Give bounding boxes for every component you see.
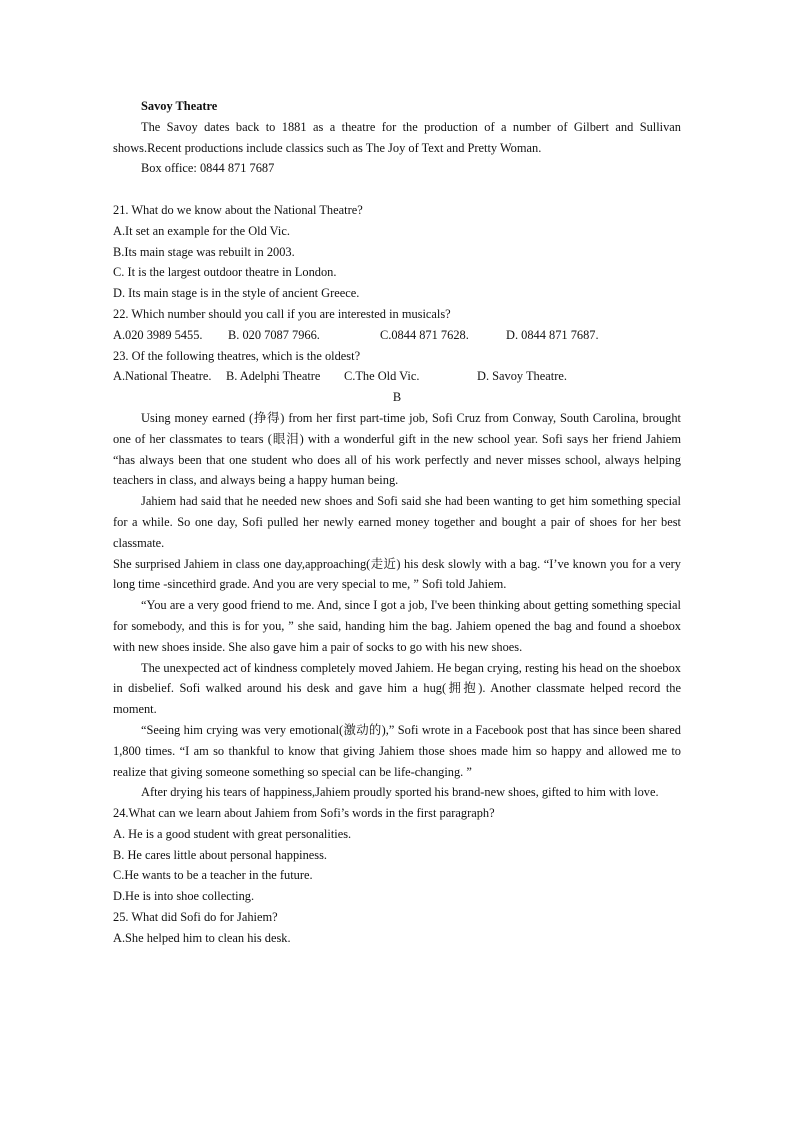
q22-option-c: C.0844 871 7628. bbox=[380, 327, 469, 342]
question-25: 25. What did Sofi do for Jahiem? bbox=[113, 910, 278, 925]
passage-paragraph-2: Jahiem had said that he needed new shoes and Sofi said she had been wanting to get him something special for a while. So one day, Sofi pulled her newly earned money together and bought a pair of shoes for her best classmate. bbox=[113, 494, 681, 550]
q23-option-b: B. Adelphi Theatre bbox=[226, 369, 321, 384]
document-page bbox=[113, 96, 681, 949]
q23-option-c: C.The Old Vic. bbox=[344, 369, 420, 384]
q21-option-d: D. Its main stage is in the style of ancient Greece. bbox=[113, 286, 360, 301]
q22-options bbox=[113, 325, 681, 346]
question-21: 21. What do we know about the National Theatre? bbox=[113, 202, 363, 217]
passage-paragraph-3: She surprised Jahiem in class one day,approaching(走近) his desk slowly with a bag. “I’ve known you for a very long time -sincethird grade. And you are very special to me, ” Sofi told Jahiem. bbox=[113, 556, 681, 592]
q24-option-a: A. He is a good student with great personalities. bbox=[113, 826, 352, 841]
passage-paragraph-4: “You are a very good friend to me. And, since I got a job, I've been thinking about getting something special for somebody, and this is for you, ” she said, handing him the bag. Jahiem opened the bag and found a shoebox with new shoes inside. She also gave him a pair of socks to go with his new shoes. bbox=[113, 598, 681, 654]
q22-option-a: A.020 3989 5455. bbox=[113, 327, 203, 342]
question-24: 24.What can we learn about Jahiem from Sofi’s words in the first paragraph? bbox=[113, 806, 495, 821]
q21-option-a: A.It set an example for the Old Vic. bbox=[113, 223, 290, 238]
q24-option-d: D.He is into shoe collecting. bbox=[113, 889, 255, 904]
q23-option-a: A.National Theatre. bbox=[113, 369, 212, 384]
q21-option-c: C. It is the largest outdoor theatre in London. bbox=[113, 265, 337, 280]
savoy-box-office: Box office: 0844 871 7687 bbox=[141, 161, 275, 176]
passage-paragraph-7: After drying his tears of happiness,Jahiem proudly sported his brand-new shoes, gifted to him with love. bbox=[141, 785, 659, 800]
q24-option-b: B. He cares little about personal happiness. bbox=[113, 847, 328, 862]
q24-option-c: C.He wants to be a teacher in the future. bbox=[113, 868, 313, 883]
q23-option-d: D. Savoy Theatre. bbox=[477, 369, 567, 384]
passage-paragraph-1: Using money earned (挣得) from her first part-time job, Sofi Cruz from Conway, South Carolina, brought one of her classmates to tears (眼泪) with a wonderful gift in the new school year. Sofi says her friend Jahiem “has always been that one student who does all of his work perfectly and never misses school, always helping teachers in class, and always being a happy human being. bbox=[113, 410, 681, 488]
q21-option-b: B.Its main stage was rebuilt in 2003. bbox=[113, 244, 295, 259]
question-22: 22. Which number should you call if you are interested in musicals? bbox=[113, 306, 451, 321]
passage-paragraph-6: “Seeing him crying was very emotional(激动的),” Sofi wrote in a Facebook post that has since been shared 1,800 times. “I am so thankful to know that giving Jahiem those shoes made him so happy and allowed me to realize that giving someone something so special can be life-changing. ” bbox=[113, 722, 681, 779]
section-b-label: B bbox=[392, 390, 402, 405]
q23-options bbox=[113, 366, 681, 387]
passage-paragraph-5: The unexpected act of kindness completely moved Jahiem. He began crying, resting his head on the shoebox in disbelief. Sofi walked around his desk and gave him a hug(拥抱). Another classmate helped record the moment. bbox=[113, 660, 681, 717]
question-23: 23. Of the following theatres, which is the oldest? bbox=[113, 348, 361, 363]
blank-line bbox=[113, 179, 681, 200]
q22-option-d: D. 0844 871 7687. bbox=[506, 327, 599, 342]
savoy-title: Savoy Theatre bbox=[141, 99, 218, 113]
savoy-description: The Savoy dates back to 1881 as a theatre for the production of a number of Gilbert and Sullivan shows.Recent productions include classics such as The Joy of Text and Pretty Woman. bbox=[113, 119, 681, 155]
q22-option-b: B. 020 7087 7966. bbox=[228, 327, 320, 342]
q25-option-a: A.She helped him to clean his desk. bbox=[113, 930, 291, 945]
